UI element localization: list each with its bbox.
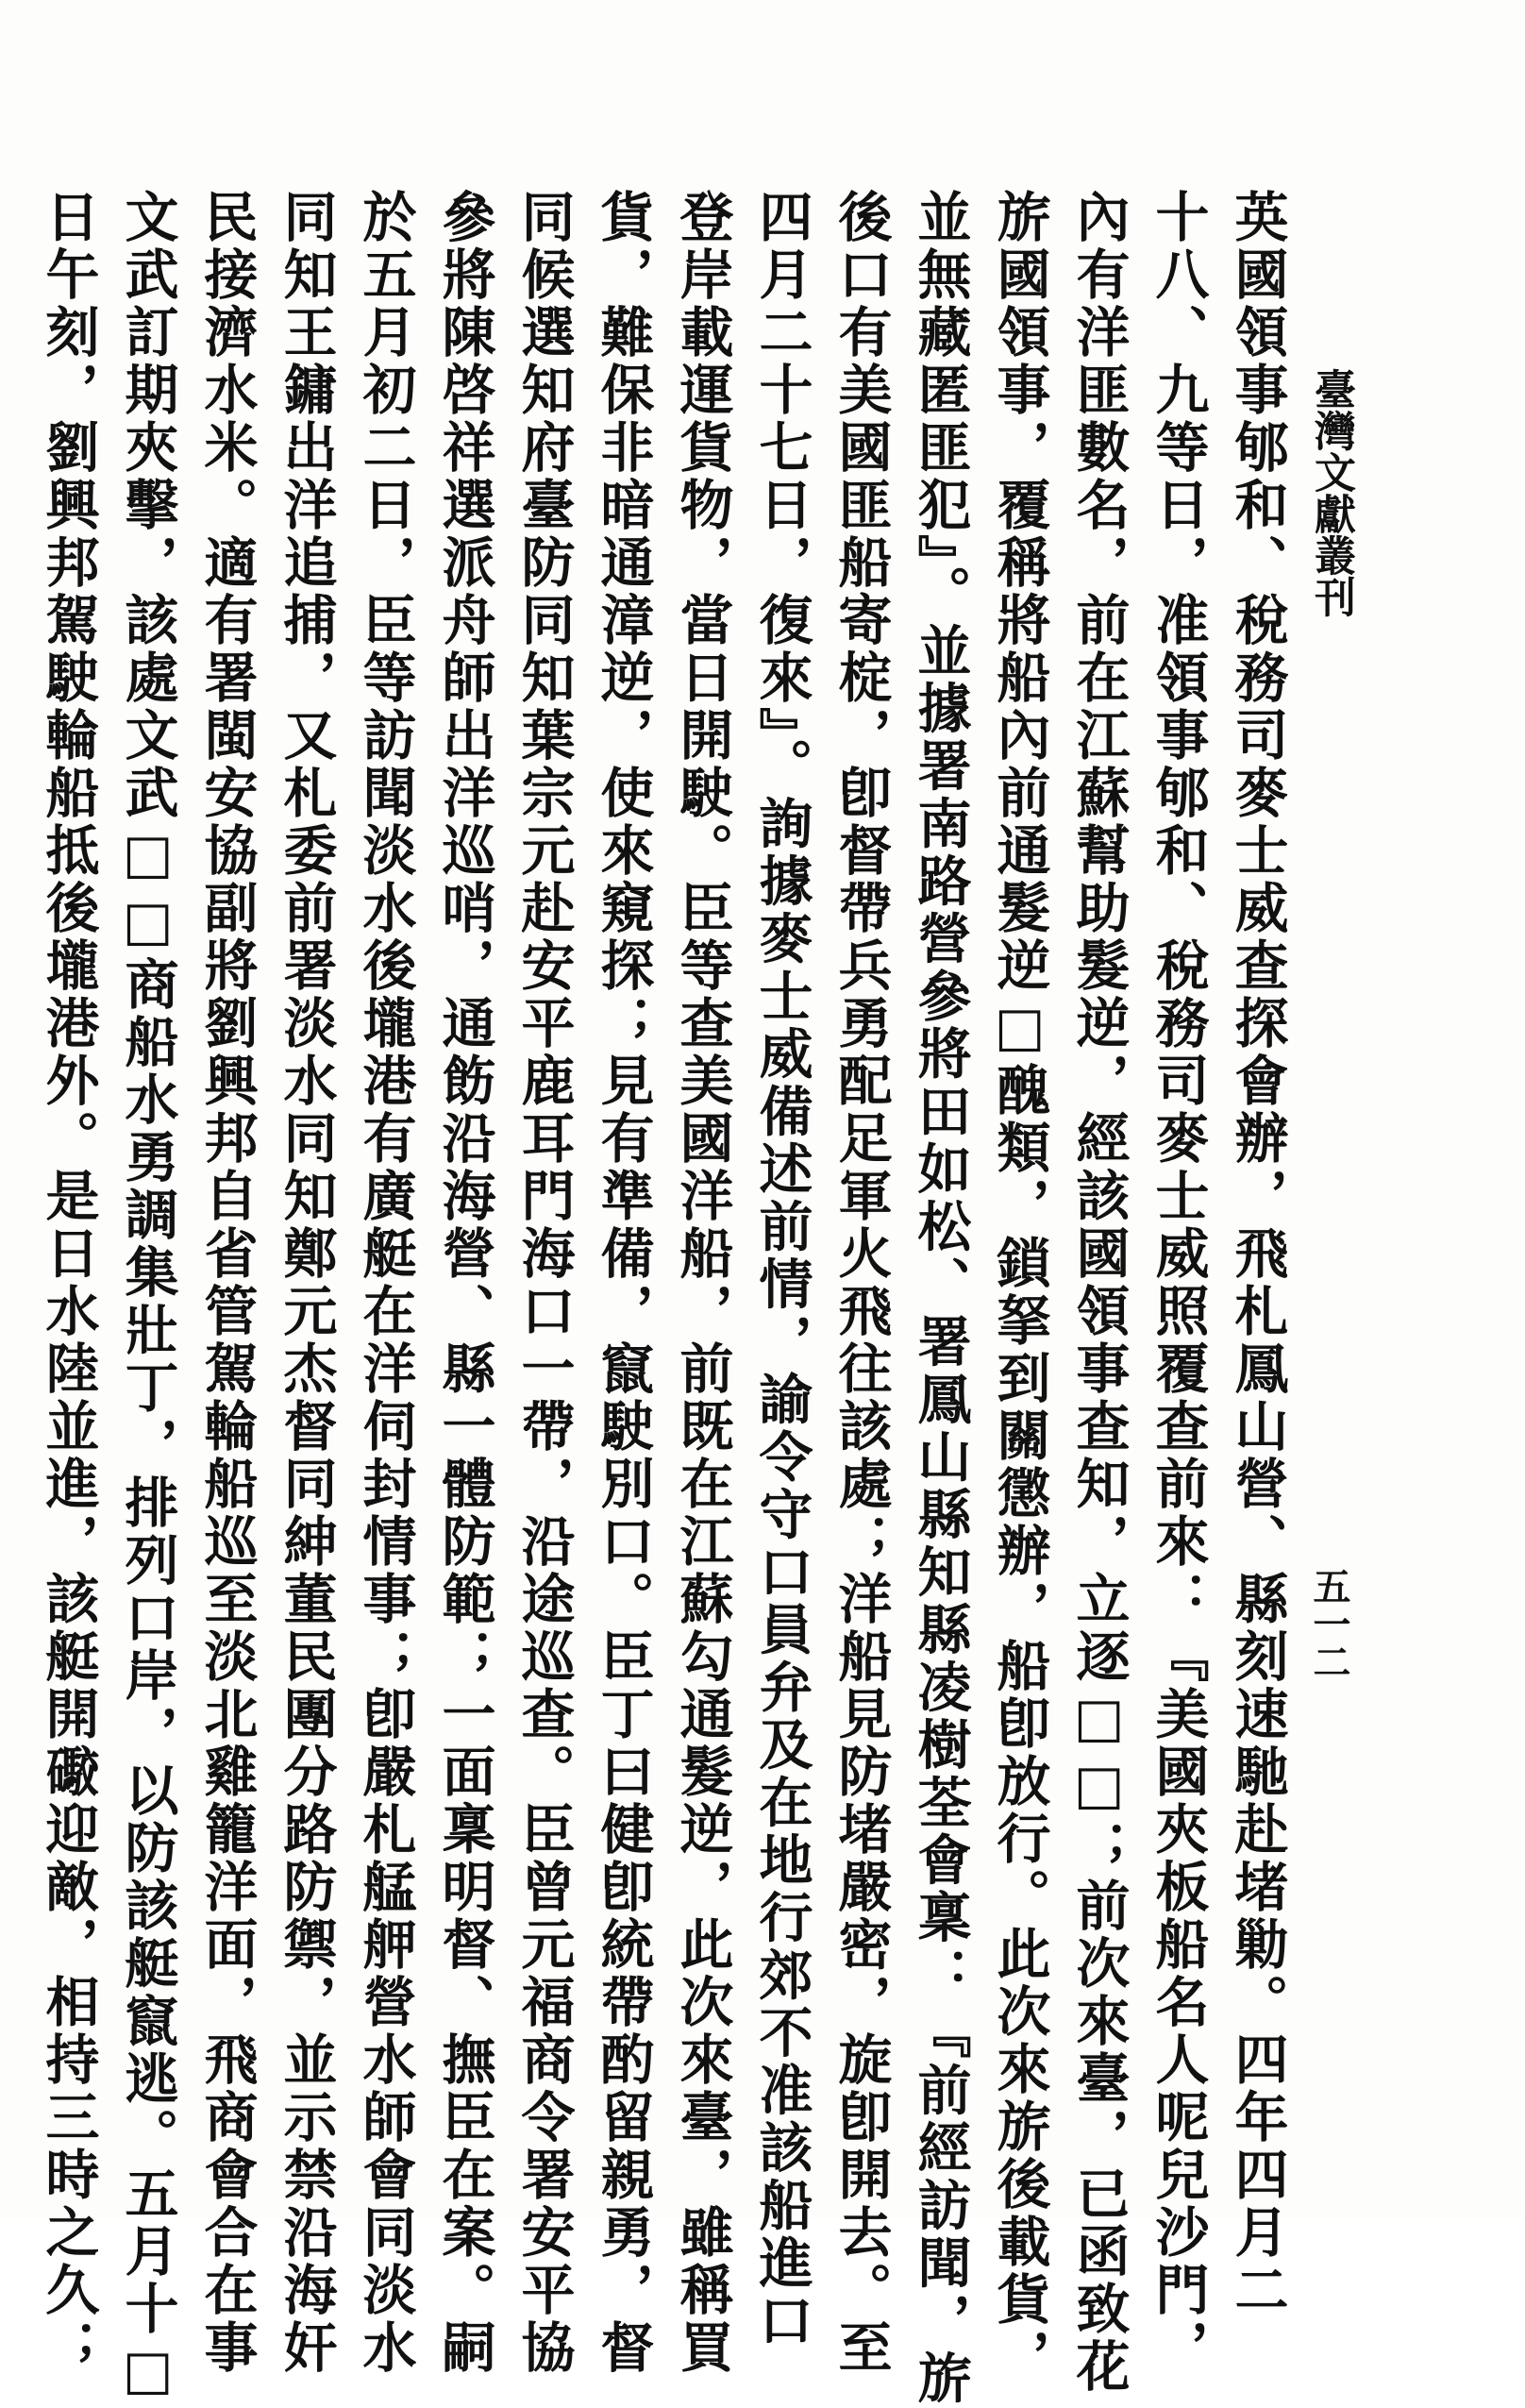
- text-column: 並無藏匿匪犯』。並據署南路營參將田如松、署鳳山縣知縣凌樹荃會稟：『前經訪聞，旂: [909, 189, 972, 2408]
- text-column: 十八、九等日，准領事郇和、稅務司麥士威照覆查前來：『美國夾板船名人呢兒沙門，: [1147, 189, 1210, 2377]
- text-column: 登岸載運貨物，當日開駛。臣等查美國洋船，前既在江蘇勾通髮逆，此次來臺，雖稱買: [671, 189, 734, 2377]
- text-column: 同知王鏞出洋追捕，又札委前署淡水同知鄭元杰督同紳董民團分路防禦，並示禁沿海奸: [275, 189, 338, 2377]
- text-column: 日午刻，劉興邦駕駛輪船抵後壠港外。是日水陸並進，該艇開礮迎敵，相持三時之久；: [37, 189, 100, 2377]
- text-column: 文武訂期夾擊，該處文武□□商船水勇調集壯丁，排列口岸，以防該艇竄逃。五月十□: [116, 189, 179, 2405]
- text-column: 貨，難保非暗通漳逆，使來窺探；見有準備，竄駛別口。臣丁曰健卽統帶酌留親勇，督: [592, 189, 655, 2377]
- text-column: 英國領事郇和、稅務司麥士威查探會辦，飛札鳳山營、縣刻速馳赴堵勦。四年四月二: [1226, 189, 1289, 2319]
- body-text: [37, 189, 1297, 2408]
- text-column: 旂國領事，覆稱將船內前通髮逆□醜類，鎖拏到關懲辦，船卽放行。此次來旂後載貨，: [988, 189, 1051, 2386]
- series-title: 臺灣文獻叢刊: [1307, 368, 1355, 617]
- text-column: 內有洋匪數名，前在江蘇幫助髮逆，經該國領事查知，立逐□□；前次來臺，已函致花: [1067, 189, 1131, 2396]
- text-column: 參將陳啓祥選派舟師出洋巡哨，通飭沿海營、縣一體防範；一面稟明督、撫臣在案。嗣: [433, 189, 496, 2377]
- text-column: 於五月初二日，臣等訪聞淡水後壠港有廣艇在洋伺封情事；卽嚴札艋舺營水師會同淡水: [354, 189, 417, 2377]
- text-column: 民接濟水米。適有署閩安協副將劉興邦自省管駕輪船巡至淡北雞籠洋面，飛商會合在事: [195, 189, 259, 2377]
- text-column: 同候選知府臺防同知葉宗元赴安平鹿耳門海口一帶，沿途巡查。臣曾元福商令署安平協: [512, 189, 576, 2377]
- text-column: 四月二十七日，復來』。詢據麥士威備述前情，諭令守口員弁及在地行郊不准該船進口: [750, 189, 813, 2350]
- text-column: 後口有美國匪船寄椗，卽督帶兵勇配足軍火飛往該處；洋船見防堵嚴密，旋卽開去。至: [830, 189, 893, 2377]
- page-number: 五一二: [1307, 1567, 1351, 1680]
